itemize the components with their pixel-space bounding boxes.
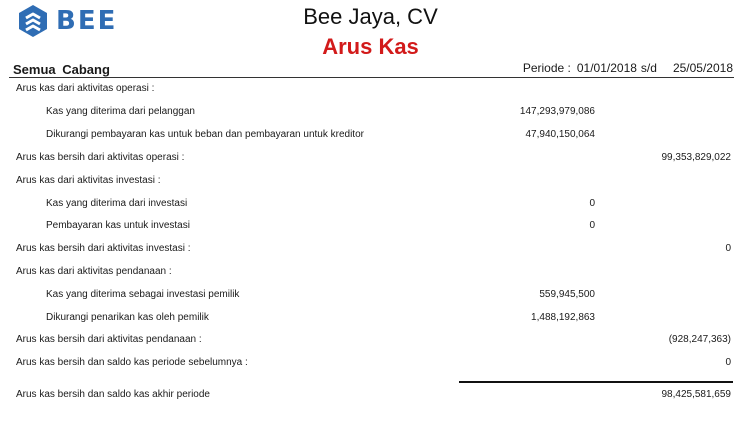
- periode-from: 01/01/2018: [576, 61, 637, 75]
- row-subtotal: 99,353,829,022: [661, 152, 731, 163]
- row-label: Arus kas bersih dari aktivitas investasi :: [16, 243, 191, 254]
- total-divider: [459, 381, 733, 383]
- company-name: Bee Jaya, CV: [303, 4, 438, 29]
- row-amount: 1,488,192,863: [531, 312, 595, 323]
- section-heading-operasi: [0, 81, 741, 97]
- row-amount: 0: [589, 220, 595, 231]
- section-heading-pendanaan: [0, 264, 741, 280]
- row-label: Kas yang diterima sebagai investasi pemilik: [46, 289, 240, 300]
- line-item-row: [0, 127, 741, 143]
- logo-text: BEE: [56, 6, 118, 36]
- line-item-row: [0, 104, 741, 120]
- report-title: Arus Kas: [322, 34, 419, 59]
- row-amount: 47,940,150,064: [525, 129, 595, 140]
- row-subtotal: (928,247,363): [668, 334, 731, 345]
- row-label: Kas yang diterima dari investasi: [46, 198, 188, 209]
- row-subtotal: 0: [725, 243, 731, 254]
- branch-label: Semua Cabang: [13, 62, 110, 77]
- line-item-row: [0, 196, 741, 212]
- row-label: Arus kas bersih dari aktivitas pendanaan :: [16, 334, 202, 345]
- subtotal-row: [0, 150, 741, 166]
- row-amount: 147,293,979,086: [519, 106, 595, 117]
- section-heading-investasi: [0, 173, 741, 189]
- row-amount: 559,945,500: [539, 289, 595, 300]
- row-label: Arus kas bersih dan saldo kas akhir periode: [16, 389, 210, 400]
- row-amount: 0: [589, 198, 595, 209]
- row-label: Arus kas dari aktivitas operasi :: [16, 83, 155, 94]
- line-item-row: [0, 287, 741, 303]
- subtotal-row: [0, 332, 741, 348]
- row-label: Arus kas bersih dan saldo kas periode sebelumnya :: [16, 357, 248, 368]
- periode-to: 25/05/2018: [672, 61, 733, 75]
- periode-range: [523, 61, 733, 75]
- row-label: Arus kas bersih dari aktivitas operasi :: [16, 152, 185, 163]
- grand-total-row: [0, 387, 741, 403]
- periode-separator: s/d: [640, 61, 657, 75]
- periode-label: Periode :: [522, 61, 571, 75]
- row-label: Arus kas dari aktivitas investasi :: [16, 175, 161, 186]
- row-label: Dikurangi penarikan kas oleh pemilik: [46, 312, 209, 323]
- line-item-row: [0, 310, 741, 326]
- line-item-row: [0, 218, 741, 234]
- row-label: Pembayaran kas untuk investasi: [46, 220, 190, 231]
- row-total: 98,425,581,659: [661, 389, 731, 400]
- subtotal-row: [0, 355, 741, 371]
- row-subtotal: 0: [725, 357, 731, 368]
- row-label: Dikurangi pembayaran kas untuk beban dan pembayaran untuk kreditor: [46, 129, 364, 140]
- header-divider: [9, 77, 734, 78]
- subtotal-row: [0, 241, 741, 257]
- row-label: Kas yang diterima dari pelanggan: [46, 106, 195, 117]
- row-label: Arus kas dari aktivitas pendanaan :: [16, 266, 172, 277]
